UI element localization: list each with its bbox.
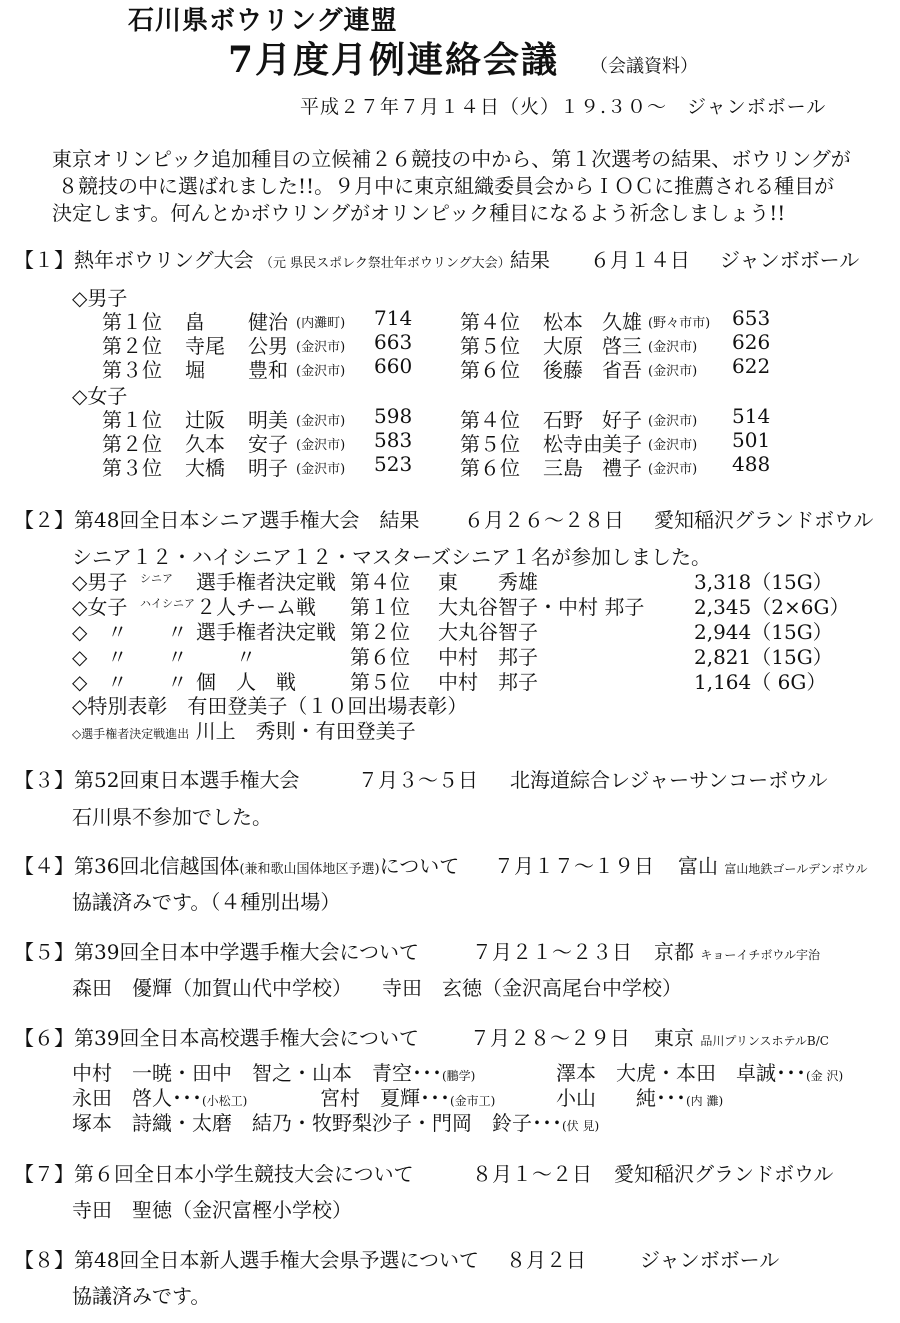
s2-name: 大丸谷智子 (438, 620, 538, 644)
result-family: 寺尾 (185, 334, 225, 358)
player-names: 塚本 詩織・太磨 結乃・牧野梨沙子・門岡 鈴子･･･ (72, 1111, 562, 1135)
s4-date: ７月１７～１９日 (494, 854, 654, 878)
venue-city: 京都 (654, 940, 694, 964)
result-family: 松寺由 (543, 432, 603, 456)
s2-summary: シニア１２・ハイシニア１２・マスターズシニア１名が参加しました。 (72, 545, 711, 569)
s2-cat: ◇男子 (72, 570, 128, 594)
s2-name: 大丸谷智子・中村 邦子 (438, 595, 645, 619)
result-aff: (金沢市) (296, 364, 346, 379)
s1-date: ６月１４日 (590, 248, 690, 272)
result-rank: 第１位 (102, 310, 162, 334)
finalists-names: 川上 秀則・有田登美子 (195, 719, 416, 743)
school: (金市工) (450, 1094, 496, 1108)
section-7-heading: 【７】第６回全日本小学生競技大会について (14, 1162, 414, 1186)
result-score: 660 (374, 354, 413, 378)
result-given: 禮子 (602, 456, 642, 480)
section-2-heading: 【２】第48回全日本シニア選手権大会 結果 (14, 508, 420, 532)
result-rank: 第１位 (102, 408, 162, 432)
venue-name: 富山地鉄ゴールデンボウル (724, 862, 868, 876)
player-names: 澤本 大虎・本田 卓誠･･･ (556, 1061, 806, 1085)
s6-date: ７月２８～２９日 (470, 1026, 630, 1050)
result-rank: 第５位 (460, 334, 520, 358)
s6-venue (654, 1022, 829, 1051)
player-names: 中村 一暁・田中 智之・山本 青空･･･ (72, 1061, 442, 1085)
s2-cat: ◇ 〃 〃 (72, 620, 188, 644)
s3-date: ７月３～５日 (358, 768, 478, 792)
s2-event: 選手権者決定戦 (196, 620, 336, 644)
s3-note: 石川県不参加でした。 (72, 805, 272, 829)
result-aff: (金沢市) (648, 340, 698, 355)
result-aff: (金沢市) (296, 462, 346, 477)
result-family: 大原 (543, 334, 583, 358)
s2-event: 〃 (196, 645, 256, 669)
s2-score: 2,821（15G） (694, 645, 833, 669)
result-family: 辻阪 (185, 408, 225, 432)
player-names: 宮村 夏輝･･･ (320, 1086, 450, 1110)
intro-line: 東京オリンピック追加種目の立候補２６競技の中から、第１次選考の結果、ボウリングが (52, 147, 851, 171)
s2-score: 2,944（15G） (694, 620, 833, 644)
section-title: 【１】熱年ボウリング大会 (14, 248, 254, 272)
section-1-heading (14, 244, 511, 273)
result-score: 653 (732, 306, 771, 330)
meeting-dateline: 平成２７年７月１４日（火）１９.３０～ ジャンボボール (300, 96, 827, 118)
result-given: 安子 (248, 432, 288, 456)
s8-note: 協議済みです。 (72, 1284, 211, 1308)
s2-cat-small: シニア (140, 572, 173, 585)
school: (内 灘) (686, 1094, 724, 1108)
result-given: 健治 (248, 310, 288, 334)
page-title: 7月度月例連絡会議 (228, 39, 560, 81)
s5-note: 森田 優輝（加賀山代中学校） 寺田 玄徳（金沢高尾台中学校） (72, 976, 682, 1000)
section-title: 【４】第36回北信越国体 (14, 854, 240, 878)
result-family: 久本 (185, 432, 225, 456)
section-note: (兼和歌山国体地区予選) (239, 862, 380, 877)
result-aff: (金沢市) (296, 414, 346, 429)
s8-date: ８月２日 (506, 1248, 586, 1272)
s2-rank: 第２位 (350, 620, 410, 644)
s2-event: 選手権者決定戦 (196, 570, 336, 594)
section-3-heading: 【３】第52回東日本選手権大会 (14, 768, 300, 792)
s2-cat: ◇ 〃 〃 (72, 645, 188, 669)
s2-date: ６月２６～２８日 (464, 508, 624, 532)
result-rank: 第４位 (460, 408, 520, 432)
result-rank: 第６位 (460, 358, 520, 382)
result-given: 啓三 (602, 334, 642, 358)
section-6-heading: 【６】第39回全日本高校選手権大会について (14, 1026, 420, 1050)
s2-rank: 第４位 (350, 570, 410, 594)
result-given: 美子 (602, 432, 642, 456)
result-score: 583 (374, 428, 413, 452)
result-score: 488 (732, 452, 771, 476)
s2-special: ◇特別表彰 有田登美子（１０回出場表彰） (72, 694, 468, 718)
school: (伏 見) (562, 1119, 600, 1133)
s7-venue: 愛知稲沢グランドボウル (614, 1162, 834, 1186)
section-note: （元 県民スポレク祭壮年ボウリング大会） (259, 256, 511, 271)
result-aff: (金沢市) (296, 438, 346, 453)
result-given: 明子 (248, 456, 288, 480)
s2-finalists (72, 715, 416, 744)
venue-city: 富山 (678, 854, 718, 878)
section-4-heading (14, 850, 459, 879)
result-given: 豊和 (248, 358, 288, 382)
s2-name: 中村 邦子 (438, 645, 538, 669)
org-name: 石川県ボウリング連盟 (128, 6, 398, 36)
school: (金 沢) (806, 1069, 844, 1083)
s2-name: 中村 邦子 (438, 670, 538, 694)
school: (小松工) (202, 1094, 248, 1108)
result-family: 石野 (543, 408, 583, 432)
result-score: 598 (374, 404, 413, 428)
s2-rank: 第１位 (350, 595, 410, 619)
s7-note: 寺田 聖徳（金沢富樫小学校） (72, 1198, 352, 1222)
s1-venue: ジャンボボール (720, 248, 860, 272)
s2-rank: 第６位 (350, 645, 410, 669)
result-rank: 第３位 (102, 456, 162, 480)
result-score: 714 (374, 306, 413, 330)
s2-name: 東 秀雄 (438, 570, 538, 594)
venue-name: 品川プリンスホテルB/C (700, 1034, 829, 1048)
result-rank: 第４位 (460, 310, 520, 334)
section-title-tail: について (379, 854, 460, 878)
s2-event: 個 人 戦 (196, 670, 296, 694)
result-given: 省吾 (602, 358, 642, 382)
section-8-heading: 【８】第48回全日本新人選手権大会県予選について (14, 1248, 480, 1272)
result-score: 514 (732, 404, 771, 428)
women-label: ◇女子 (72, 384, 128, 408)
result-family: 三島 (543, 456, 583, 480)
result-rank: 第３位 (102, 358, 162, 382)
s2-cat: ◇ 〃 〃 (72, 670, 188, 694)
result-family: 畠 (185, 310, 205, 334)
result-given: 好子 (602, 408, 642, 432)
result-aff: (内灘町) (296, 316, 346, 331)
result-family: 大橋 (185, 456, 225, 480)
s2-score: 3,318（15G） (694, 570, 833, 594)
s5-date: ７月２１～２３日 (472, 940, 632, 964)
result-aff: (金沢市) (648, 364, 698, 379)
s3-venue: 北海道綜合レジャーサンコーボウル (510, 768, 828, 792)
intro-line: 決定します。何んとかボウリングがオリンピック種目になるよう祈念しましょう!! (52, 201, 786, 225)
result-aff: (野々市市) (648, 316, 711, 331)
result-given: 明美 (248, 408, 288, 432)
s2-score: 1,164（ 6G） (694, 670, 827, 694)
s5-venue (654, 936, 820, 965)
men-label: ◇男子 (72, 286, 128, 310)
s2-event: ２人チーム戦 (196, 595, 316, 619)
intro-paragraph (52, 146, 851, 227)
title-note: （会議資料） (590, 56, 698, 77)
player-names: 小山 純･･･ (556, 1086, 686, 1110)
s4-venue (678, 850, 868, 879)
result-aff: (金沢市) (296, 340, 346, 355)
intro-line: ８競技の中に選ばれました!!。９月中に東京組織委員会からＩＯＣに推薦される種目が (58, 174, 835, 198)
result-score: 523 (374, 452, 413, 476)
result-given: 公男 (248, 334, 288, 358)
result-aff: (金沢市) (648, 462, 698, 477)
result-score: 622 (732, 354, 771, 378)
result-family: 松本 (543, 310, 583, 334)
result-score: 663 (374, 330, 413, 354)
result-given: 久雄 (602, 310, 642, 334)
result-rank: 第２位 (102, 432, 162, 456)
result-aff: (金沢市) (648, 438, 698, 453)
s2-venue: 愛知稲沢グランドボウル (654, 508, 874, 532)
result-family: 後藤 (543, 358, 583, 382)
s4-note: 協議済みです。（４種別出場） (72, 890, 341, 914)
s2-score: 2,345（2×6G） (694, 595, 850, 619)
result-score: 501 (732, 428, 771, 452)
result-rank: 第５位 (460, 432, 520, 456)
s2-cat-small: ハイシニア (140, 597, 195, 610)
venue-city: 東京 (654, 1026, 694, 1050)
s7-date: ８月１～２日 (472, 1162, 592, 1186)
result-rank: 第２位 (102, 334, 162, 358)
venue-name: キョーイチボウル宇治 (700, 948, 821, 962)
result-family: 堀 (185, 358, 205, 382)
finalists-label: ◇選手権者決定戦進出 (72, 727, 190, 741)
player-names: 永田 啓人･･･ (72, 1086, 202, 1110)
result-score: 626 (732, 330, 771, 354)
s2-cat: ◇女子 (72, 595, 128, 619)
s6-line-3 (72, 1107, 599, 1136)
result-rank: 第６位 (460, 456, 520, 480)
s8-venue: ジャンボボール (640, 1248, 780, 1272)
result-aff: (金沢市) (648, 414, 698, 429)
s1-result: 結果 (510, 248, 550, 272)
section-5-heading: 【５】第39回全日本中学選手権大会について (14, 940, 420, 964)
s2-rank: 第５位 (350, 670, 410, 694)
school: (鵬学) (442, 1069, 476, 1083)
